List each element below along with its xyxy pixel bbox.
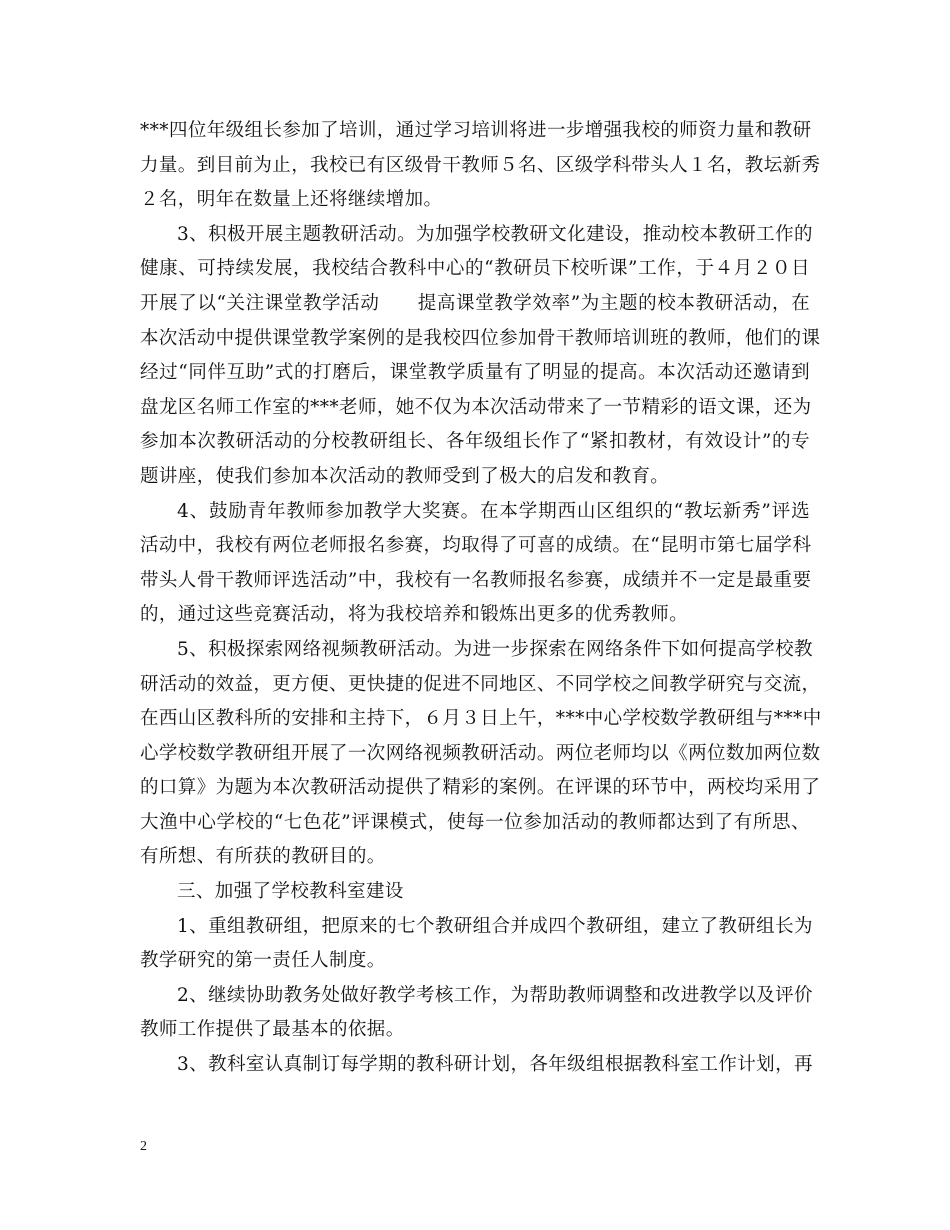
text-line: 活动中，我校有两位老师报名参赛，均取得了可喜的成绩。在“昆明市第七届学科	[140, 535, 812, 557]
text-line: 健康、可持续发展，我校结合教科中心的“教研员下校听课”工作，于４月２０日	[140, 258, 810, 280]
text-line: 本次活动中提供课堂教学案例的是我校四位参加骨干教师培训班的教师，他们的课	[140, 327, 821, 349]
text-line: 有所想、有所获的教研目的。	[140, 846, 386, 868]
text-line: ２名，明年在数量上还将继续增加。	[140, 189, 443, 211]
page-number: 2	[140, 1139, 147, 1154]
text-line: 大渔中心学校的“七色花”评课模式，使每一位参加活动的教师都达到了有所思、	[140, 811, 810, 833]
paragraph-heading-line: 3、积极开展主题教研活动。为加强学校教研文化建设，推动校本教研工作的	[177, 223, 813, 245]
text-line: 教师工作提供了最基本的依据。	[140, 1019, 405, 1041]
text-line: 心学校数学教研组开展了一次网络视频教研活动。两位老师均以《两位数加两位数	[140, 742, 821, 764]
document-body	[140, 114, 822, 1083]
paragraph-heading-line: 3、教科室认真制订每学期的教科研计划，各年级组根据教科室工作计划，再	[177, 1054, 813, 1076]
text-line: 题讲座，使我们参加本次活动的教师受到了极大的启发和教育。	[140, 465, 670, 487]
text-line: 经过“同伴互助”式的打磨后，课堂教学质量有了明显的提高。本次活动还邀请到	[140, 362, 810, 384]
text-line: 带头人骨干教师评选活动”中，我校有一名教师报名参赛，成绩并不一定是最重要	[140, 569, 812, 591]
paragraph-heading-line: 4、鼓励青年教师参加教学大奖赛。在本学期西山区组织的“教坛新秀”评选	[177, 500, 810, 522]
text-line: 开展了以“关注课堂教学活动 提高课堂教学效率”为主题的校本教研活动，在	[140, 292, 810, 314]
text-line: 的口算》为题为本次教研活动提供了精彩的案例。在评课的环节中，两校均采用了	[140, 777, 821, 799]
paragraph-heading-line: 5、积极探索网络视频教研活动。为进一步探索在网络条件下如何提高学校教	[177, 638, 813, 660]
text-line: 的，通过这些竞赛活动，将为我校培养和锻炼出更多的优秀教师。	[140, 604, 689, 626]
text-line: 力量。到目前为止，我校已有区级骨干教师５名、区级学科带头人１名，教坛新秀	[140, 154, 821, 176]
text-line: 盘龙区名师工作室的***老师，她不仅为本次活动带来了一节精彩的语文课，还为	[140, 396, 812, 418]
text-line: ***四位年级组长参加了培训，通过学习培训将进一步增强我校的师资力量和教研	[140, 120, 812, 141]
section-heading: 三、加强了学校教科室建设	[177, 881, 404, 903]
text-line: 研活动的效益，更方便、更快捷的促进不同地区、不同学校之间教学研究与交流，	[140, 673, 821, 695]
text-line: 教学研究的第一责任人制度。	[140, 950, 386, 972]
text-line: 在西山区教科所的安排和主持下，６月３日上午，***中心学校数学教研组与***中	[140, 708, 822, 730]
paragraph-heading-line: 1、重组教研组，把原来的七个教研组合并成四个教研组，建立了教研组长为	[177, 915, 813, 937]
text-line: 参加本次教研活动的分校教研组长、各年级组长作了“紧扣教材，有效设计”的专	[140, 431, 810, 453]
paragraph-heading-line: 2、继续协助教务处做好教学考核工作，为帮助教师调整和改进教学以及评价	[177, 984, 813, 1006]
